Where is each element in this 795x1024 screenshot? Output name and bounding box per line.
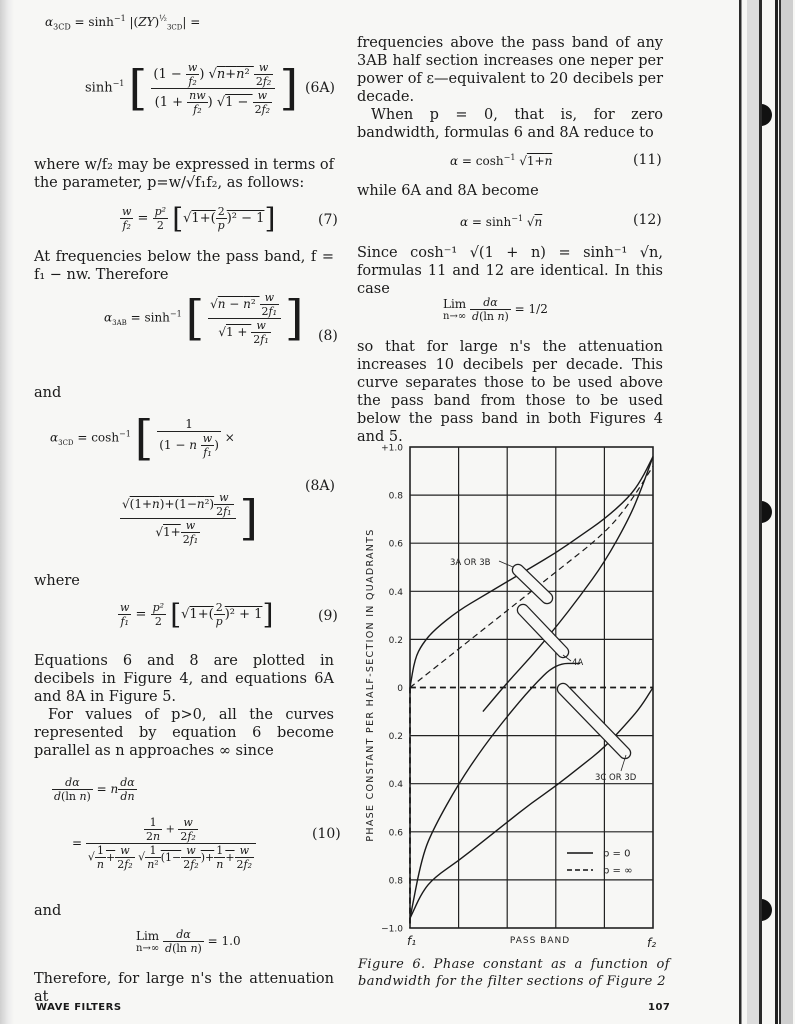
paragraph-p-equals-zero: When p = 0, that is, for zero bandwidth, formulas 6 and 8A reduce to <box>357 107 663 141</box>
binding-line <box>775 0 778 1024</box>
legend-label: p = ∞ <box>603 865 633 877</box>
equation-number-8a: (8A) <box>305 478 335 494</box>
y-tick-label: 0.2 <box>388 635 403 646</box>
binding-strip <box>725 0 795 1024</box>
y-tick-label: 0.8 <box>388 491 403 502</box>
equation-10-line-2: = $\frac{1}{2n}$ + $\frac{w}{\text{2f₂}}$ √ $\frac{1}{n}$ + $\frac{w}{\text{2f₂}}$ √ $\frac{1}{\text{n²}}$ (1− $\frac{w}{\text{2f₂}}$ )+ $\frac{1}{n}$ + $\frac{w}{\text{2f₂}}$ <box>72 816 256 871</box>
series-line-3c-or-3d-p-0- <box>410 688 653 919</box>
binding-line <box>739 0 742 1024</box>
annotation-label-3c-3d: 3C OR 3D <box>595 773 637 783</box>
paragraph-values-of-p: For values of p>0, all the curves represented by equation 6 become parallel as n approaches ∞ since <box>34 707 334 759</box>
y-tick-label: 0.4 <box>388 780 403 791</box>
equation-number-7: (7) <box>318 212 338 228</box>
paragraph-w-f2-expression: where w/f₂ may be expressed in terms of the parameter, p=w/√f₁f₂, as follows: <box>34 157 334 191</box>
lim-label: Lim <box>443 297 467 311</box>
paragraph-frequencies-above: frequencies above the pass band of any 3AB half section increases one neper per power of ε—equivalent to 20 decibels per decade. <box>357 35 663 105</box>
annotation-capsule-3a-3b <box>518 570 547 598</box>
binding-band <box>747 0 759 1024</box>
paragraph-while-6a-8a: while 6A and 8A become <box>357 183 539 199</box>
equation-number-8: (8) <box>318 328 338 344</box>
paragraph-since-cosh: Since cosh⁻¹ √(1 + n) = sinh⁻¹ √n, formulas 11 and 12 are identical. In this case <box>357 245 663 297</box>
annotation-label-3a-3b: 3A OR 3B <box>450 558 491 568</box>
limit-equation-2: Lim n→∞ $\frac{d\alpha}{\text{d(ln n)}}$ = 1/2 <box>443 296 548 323</box>
y-tick-label: 0.6 <box>388 539 403 550</box>
limit-equation-1: Lim n→∞ $\frac{d\alpha}{\text{d(ln n)}}$ = 1.0 <box>136 928 241 955</box>
figure-caption: Figure 6. Phase constant as a function of bandwidth for the filter sections of Figure 2 <box>358 957 670 989</box>
equation-6a: $\sinh^{-1}$ [ (1 − $\frac{w}{\text{f₂}}$ ) √n+n² $\frac{w}{\text{2f₂}}$ (1 + $\frac{nw}{\text{f₂}}$ ) √1 − $\frac{w}{\text{2f₂}}$ ] <box>85 60 299 116</box>
binding-line <box>779 0 781 1024</box>
text-and-2: and <box>34 903 62 919</box>
y-axis-label: PHASE CONSTANT PER HALF-SECTION IN QUADRANTS <box>365 528 376 842</box>
paragraph-large-n-attenuation: so that for large n's the attenuation increases 10 decibels per decade. This curve separates those to be used above the pass band from those to be used below the pass band in both Figures 4 and 5. <box>357 339 663 445</box>
equation-number-11: (11) <box>633 152 662 168</box>
y-tick-label: 0.4 <box>388 587 403 598</box>
equation-8a-lower: √(1+n)+(1−n²) $\frac{w}{\text{2f₁}}$ √1+ $\frac{w}{\text{2f₁}}$ ] <box>122 490 259 546</box>
equation-7: $\frac{w}{\text{f₂}}$ = $\frac{\text{p²}}{2}$ [√1+( $\frac{2}{p}$ )² − 1] <box>122 202 276 235</box>
x-axis-label: PASS BAND <box>509 936 571 946</box>
legend-label: p = 0 <box>603 848 631 860</box>
equation-8: $\alpha_{3AB} = \sinh^{-1}$ [ √n − n² $\frac{w}{\text{2f₁}}$ √1 + $\frac{w}{\text{2f₁}}$ ] <box>104 290 304 346</box>
equation-6a-lhs: $\alpha_{3CD} = \sinh^{-1} |(ZY)^{\frac{1}{2}}_{3CD}|$ = <box>45 14 201 32</box>
lim-label: Lim <box>136 929 160 943</box>
equation-8a: $\alpha_{3CD} = \cosh^{-1}$ [ 1 (1 − n $\frac{w}{\text{f₁}}$ ) × <box>50 410 235 466</box>
x-tick-f2: f₂ <box>647 936 657 950</box>
equation-number-6a: (6A) <box>305 80 335 96</box>
footer-section-title: WAVE FILTERS <box>36 1002 122 1013</box>
y-tick-labels <box>381 444 403 935</box>
y-tick-label: 0 <box>397 684 403 694</box>
annotation-capsule-3c-3d <box>563 689 625 753</box>
equation-11: $\alpha = \cosh^{-1} √1+n$ <box>450 153 553 168</box>
paragraph-therefore: Therefore, for large n's the attenuation at <box>34 971 334 1005</box>
page-edge-shadow <box>0 0 14 1024</box>
y-tick-label: 0.6 <box>388 828 403 839</box>
chart-legend <box>567 849 632 877</box>
page-number: 107 <box>648 1002 671 1013</box>
equation-12: $\alpha = \sinh^{-1} √n$ <box>460 214 543 229</box>
lim-subscript: n→∞ <box>443 311 467 322</box>
equation-number-12: (12) <box>633 212 662 228</box>
capsule-inner <box>563 689 625 753</box>
y-tick-label: +1.0 <box>381 443 403 454</box>
y-tick-label: 0.8 <box>388 876 403 887</box>
lim-subscript: n→∞ <box>136 943 160 954</box>
equation-9: $\frac{w}{\text{f₁}}$ = $\frac{\text{p²}}{2}$ [√1+( $\frac{2}{p}$ )² + 1] <box>120 598 274 631</box>
equation-10-line-1: $\frac{d\alpha}{\text{d(ln n)}}$ = n $\frac{d\alpha}{dn}$ <box>54 776 135 803</box>
equation-number-10: (10) <box>312 826 341 842</box>
y-tick-label: 0.2 <box>388 732 403 743</box>
paragraph-equations-plotted: Equations 6 and 8 are plotted in decibels in Figure 4, and equations 6A and 8A in Figure 5. <box>34 653 334 705</box>
y-tick-label: −1.0 <box>381 924 403 935</box>
text-and: and <box>34 385 62 401</box>
binding-band <box>779 0 793 1024</box>
annotation-label-4a: 4A <box>572 658 584 668</box>
text-where: where <box>34 573 80 589</box>
capsule-inner <box>518 570 547 598</box>
capsule-inner <box>523 610 563 652</box>
phase-constant-chart <box>355 435 675 955</box>
equation-number-9: (9) <box>318 608 338 624</box>
series-line-3a-or-3b-p-0- <box>410 457 653 688</box>
binding-line <box>759 0 762 1024</box>
x-tick-f1: f₁ <box>407 934 417 948</box>
annotation-leader <box>499 561 513 567</box>
paragraph-below-pass-band: At frequencies below the pass band, f = f₁ − nw. Therefore <box>34 249 334 283</box>
annotation-capsule-4a <box>523 610 563 652</box>
